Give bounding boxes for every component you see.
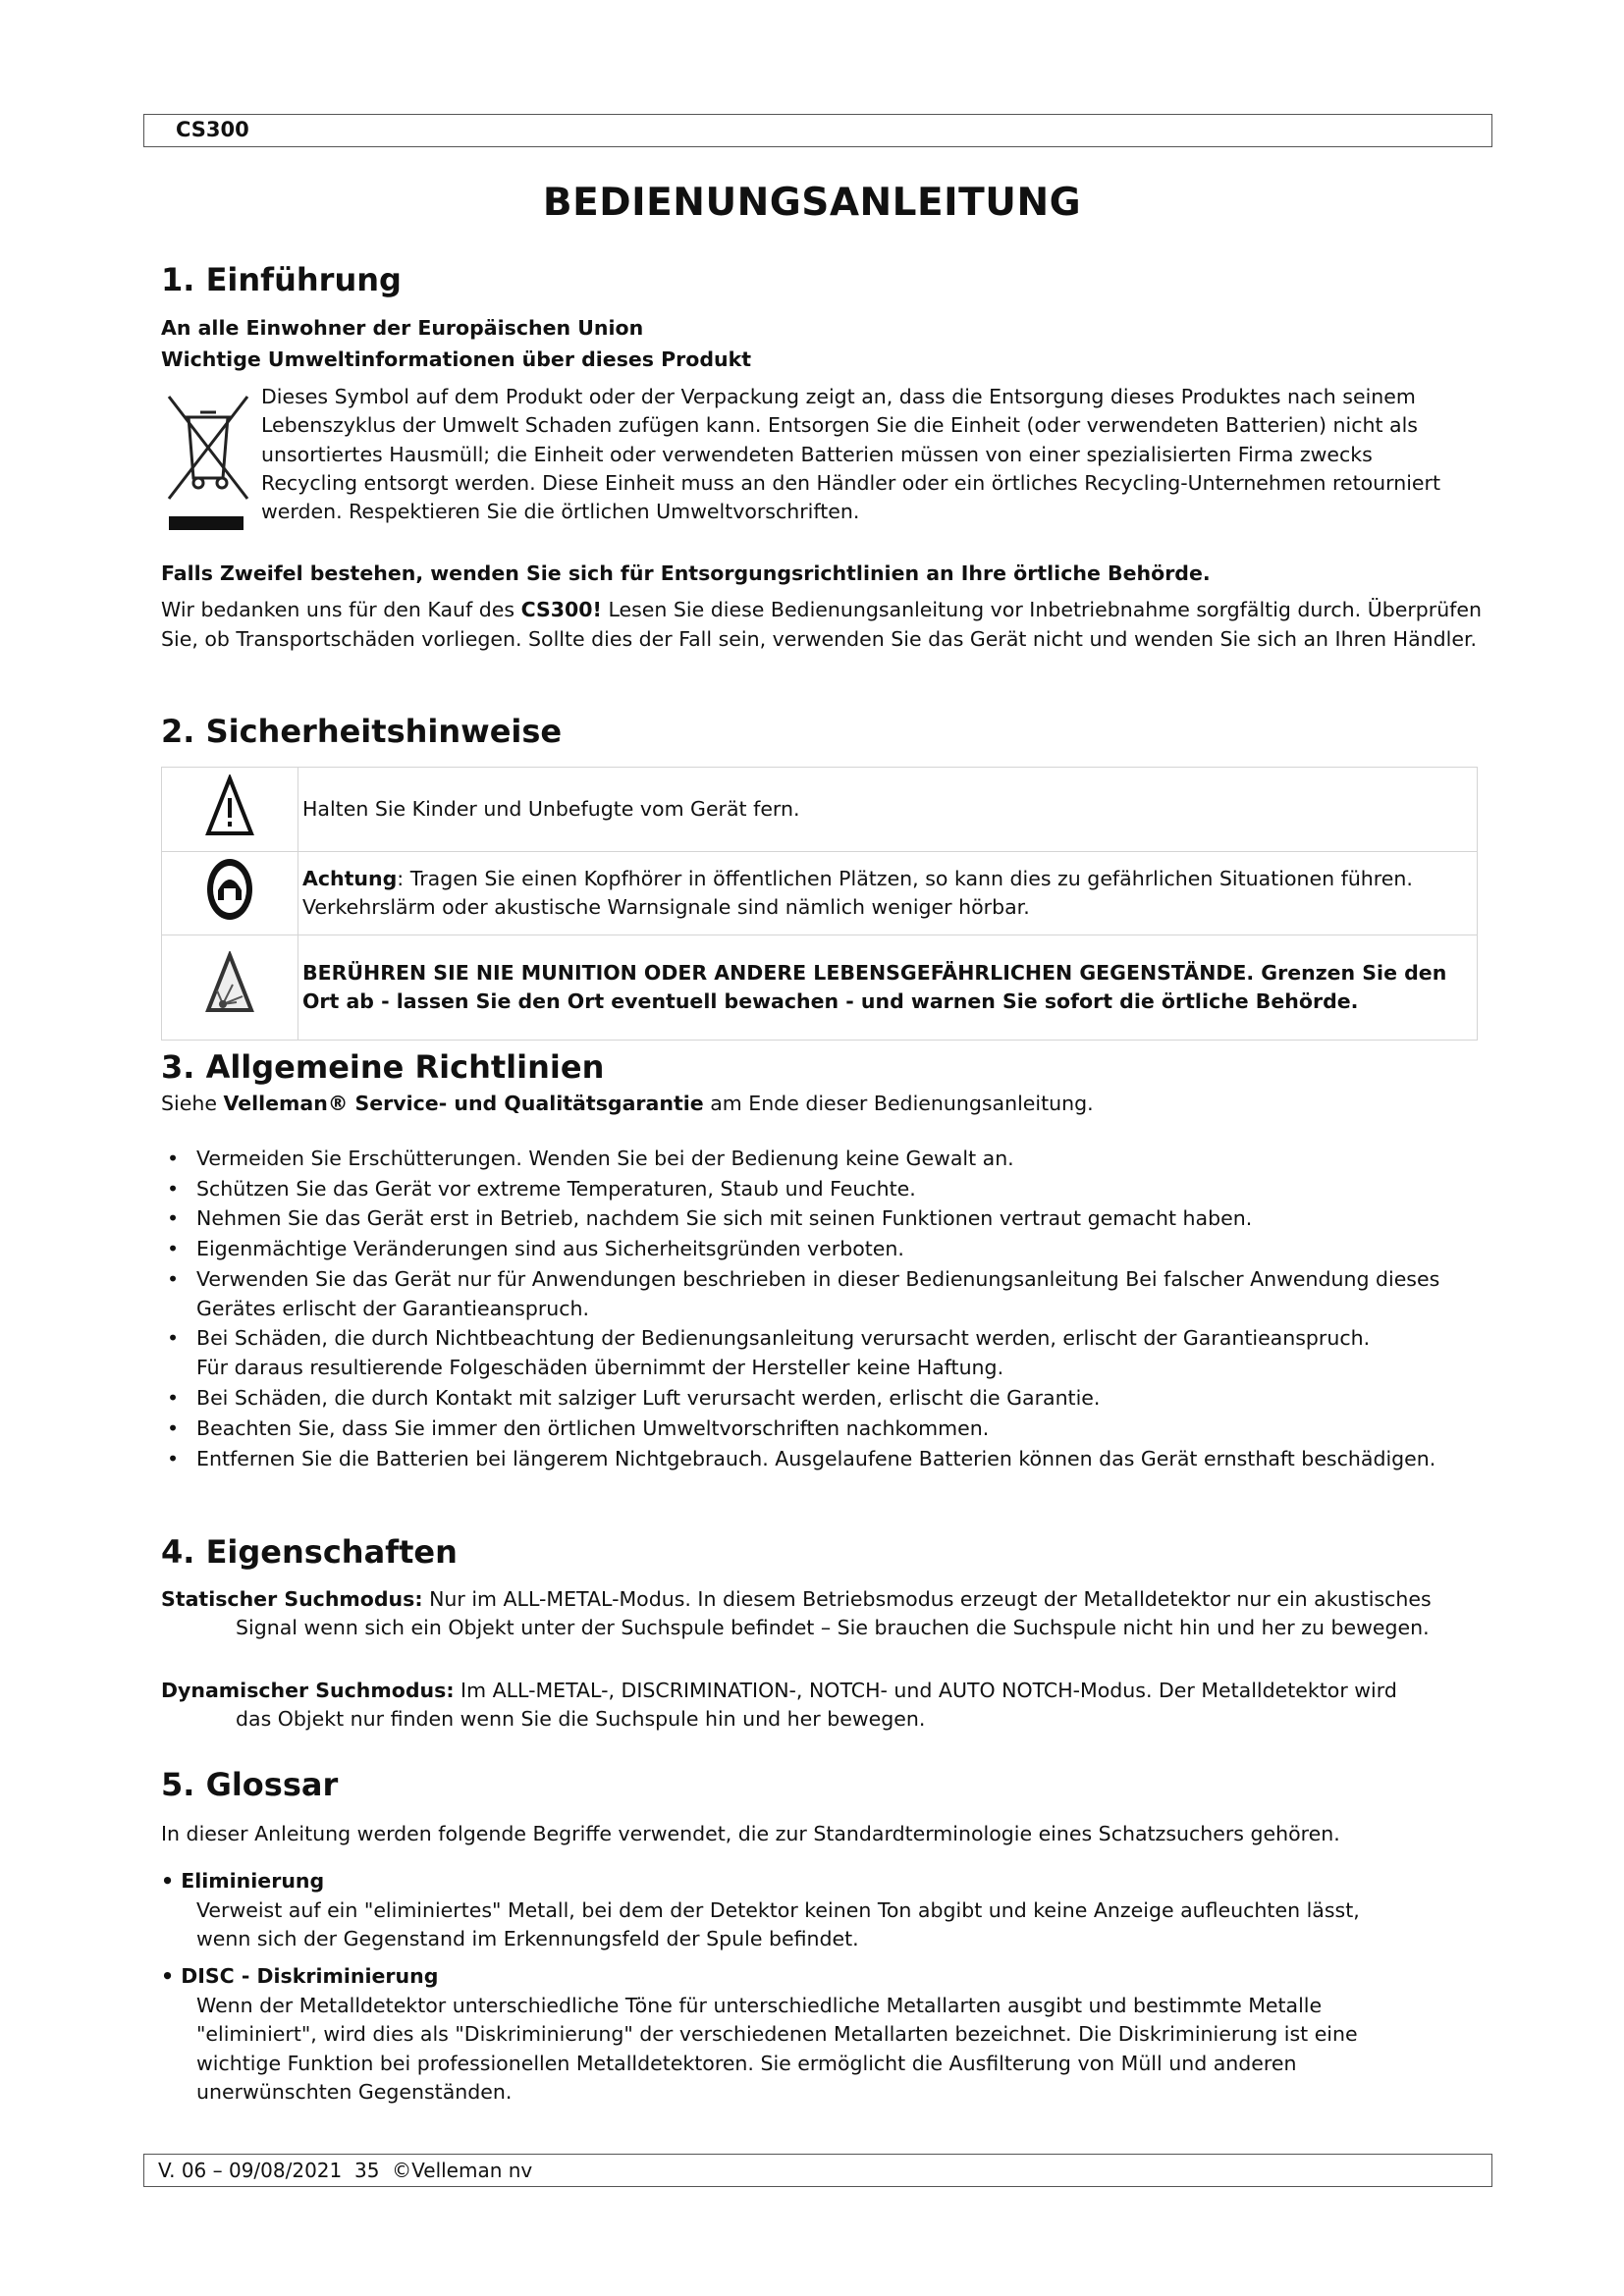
model-name: CS300 [176,118,249,141]
list-item: • Vermeiden Sie Erschütterungen. Wenden Sie bei der Bedienung keine Gewalt an. [161,1144,1536,1173]
list-item: • Verwenden Sie das Gerät nur für Anwendungen beschrieben in dieser Bedienungsanleitung Bei falscher Anwendung dieses Gerätes erlischt der Garantieanspruch. [161,1264,1463,1323]
safety-text-headphones: : Tragen Sie einen Kopfhörer in öffentlichen Plätzen, so kann dies zu gefährlichen Situationen führen. Verkehrslärm oder akustische Warnsignale sind nämlich weniger hörbar. [302,867,1413,919]
static-mode-text: Nur im ALL-METAL-Modus. In diesem Betriebsmodus erzeugt der Metalldetektor nur ein akustisches Signal wenn sich ein Objekt unter der Suchspule befindet – Sie brauchen die Suchspule nicht hin und her zu bewegen. [236,1587,1432,1640]
glossary-entry [161,1962,1428,2108]
list-item: • Beachten Sie, dass Sie immer den örtlichen Umweltvorschriften nachkommen. [161,1414,1536,1443]
list-item: • Nehmen Sie das Gerät erst in Betrieb, nachdem Sie sich mit seinen Funktionen vertraut gemacht haben. [161,1203,1536,1233]
attention-label: Achtung [302,867,398,890]
page-header [143,114,1492,147]
list-item: • Schützen Sie das Gerät vor extreme Temperaturen, Staub und Feuchte. [161,1174,1536,1203]
glossary-term: • Eliminierung [161,1869,325,1893]
section-4-heading: 4. Eigenschaften [161,1533,458,1571]
warning-triangle-icon [204,774,255,837]
glossary-entry [161,1867,1379,1954]
dynamic-mode-text: Im ALL-METAL-, DISCRIMINATION-, NOTCH- und AUTO NOTCH-Modus. Der Metalldetektor wird das Objekt nur finden wenn Sie die Suchspule hin und her bewegen. [236,1679,1397,1732]
glossary-definition: Verweist auf ein "eliminiertes" Metall, bei dem der Detektor keinen Ton abgibt und keine Anzeige aufleuchten lässt, wenn sich der Gegenstand im Erkennungsfeld der Spule befindet. [196,1897,1360,1950]
static-mode [161,1585,1477,1643]
dynamic-mode-label: Dynamischer Suchmodus: [161,1679,455,1702]
environment-subheading: Wichtige Umweltinformationen über dieses Produkt [161,347,752,371]
thanks-model: CS300! [520,598,602,621]
doubt-notice: Falls Zweifel bestehen, wenden Sie sich für Entsorgungsrichtlinien an Ihre örtliche Behörde. [161,561,1211,585]
weee-crossed-bin-icon [161,383,259,550]
static-mode-label: Statischer Suchmodus: [161,1587,423,1611]
glossary-intro: In dieser Anleitung werden folgende Begriffe verwendet, die zur Standardterminologie eines Schatzsuchers gehören. [161,1822,1340,1845]
thanks-text-rest: Lesen Sie diese Bedienungsanleitung vor Inbetriebnahme sorgfältig durch. Überprüfen Sie, ob Transportschäden vorliegen. Sollte dies der Fall sein, verwenden Sie das Gerät nicht und wenden Sie sich an Ihren Händler. [161,598,1483,651]
section-1-heading: 1. Einführung [161,261,402,298]
safety-text-children: Halten Sie Kinder und Unbefugte vom Gerät fern. [302,797,800,821]
weee-text: Dieses Symbol auf dem Produkt oder der Verpackung zeigt an, dass die Entsorgung dieses Produktes nach seinem Lebenszyklus der Umwelt Schaden zufügen kann. Entsorgen Sie die Einheit (oder verwendeten Batterien) nicht als unsortiertes Hausmüll; die Einheit oder verwendeten Batterien müssen von einer spezialisierten Firma zwecks Recycling entsorgt werden. Diese Einheit muss an den Händler oder ein örtliches Recycling-Unternehmen retourniert werden. Respektieren Sie die örtlichen Umweltvorschriften. [261,385,1441,524]
page-footer [143,2154,1492,2187]
warranty-text-rest: am Ende dieser Bedienungsanleitung. [703,1092,1094,1115]
list-item: • Entfernen Sie die Batterien bei längerem Nichtgebrauch. Ausgelaufene Batterien können das Gerät ernsthaft beschädigen. [161,1444,1522,1473]
document-title: BEDIENUNGSANLEITUNG [542,181,1082,225]
warranty-reference [161,1090,1536,1119]
headphones-mandatory-icon [205,857,254,922]
warranty-link-text: Velleman® Service- und Qualitätsgarantie [223,1092,704,1115]
warranty-text: Siehe [161,1092,224,1115]
safety-row [162,768,1478,852]
safety-row [162,935,1478,1041]
section-3-heading: 3. Allgemeine Richtlinien [161,1048,605,1086]
safety-row [162,852,1478,935]
list-item: • Eigenmächtige Veränderungen sind aus Sicherheitsgründen verboten. [161,1234,1536,1263]
section-5-heading: 5. Glossar [161,1766,339,1803]
explosive-hazard-icon [205,951,254,1016]
dynamic-mode [161,1677,1428,1735]
section-2-heading: 2. Sicherheitshinweise [161,713,563,750]
eu-subheading: An alle Einwohner der Europäischen Union [161,316,644,340]
thanks-paragraph [161,596,1487,654]
glossary-definition: Wenn der Metalldetektor unterschiedliche Töne für unterschiedliche Metallarten ausgibt und bestimmte Metalle "eliminiert", wird dies als "Diskriminierung" der verschiedenen Metallarten bezeichnet. Die Diskriminierung ist eine wichtige Funktion bei professionellen Metalldetektoren. Sie ermöglicht die Ausfilterung von Müll und anderen unerwünschten Gegenständen. [196,1993,1358,2104]
guidelines-list [161,1144,1536,1473]
safety-table [161,767,1478,1041]
safety-text-ammunition: BERÜHREN SIE NIE MUNITION ODER ANDERE LEBENSGEFÄHRLICHEN GEGENSTÄNDE. Grenzen Sie den Ort ab - lassen Sie den Ort eventuell bewachen - und warnen Sie sofort die örtliche Behörde. [302,961,1447,1013]
weee-paragraph [161,383,1457,550]
list-item: • Bei Schäden, die durch Nichtbeachtung der Bedienungsanleitung verursacht werden, erlischt der Garantieanspruch. Für daraus resultierende Folgeschäden übernimmt der Hersteller keine Haftung. [161,1323,1404,1382]
thanks-text: Wir bedanken uns für den Kauf des [161,598,521,621]
glossary-term: • DISC - Diskriminierung [161,1964,439,1988]
list-item: • Bei Schäden, die durch Kontakt mit salziger Luft verursacht werden, erlischt die Garantie. [161,1383,1536,1413]
footer-text: V. 06 – 09/08/2021 35 ©Velleman nv [158,2159,533,2182]
